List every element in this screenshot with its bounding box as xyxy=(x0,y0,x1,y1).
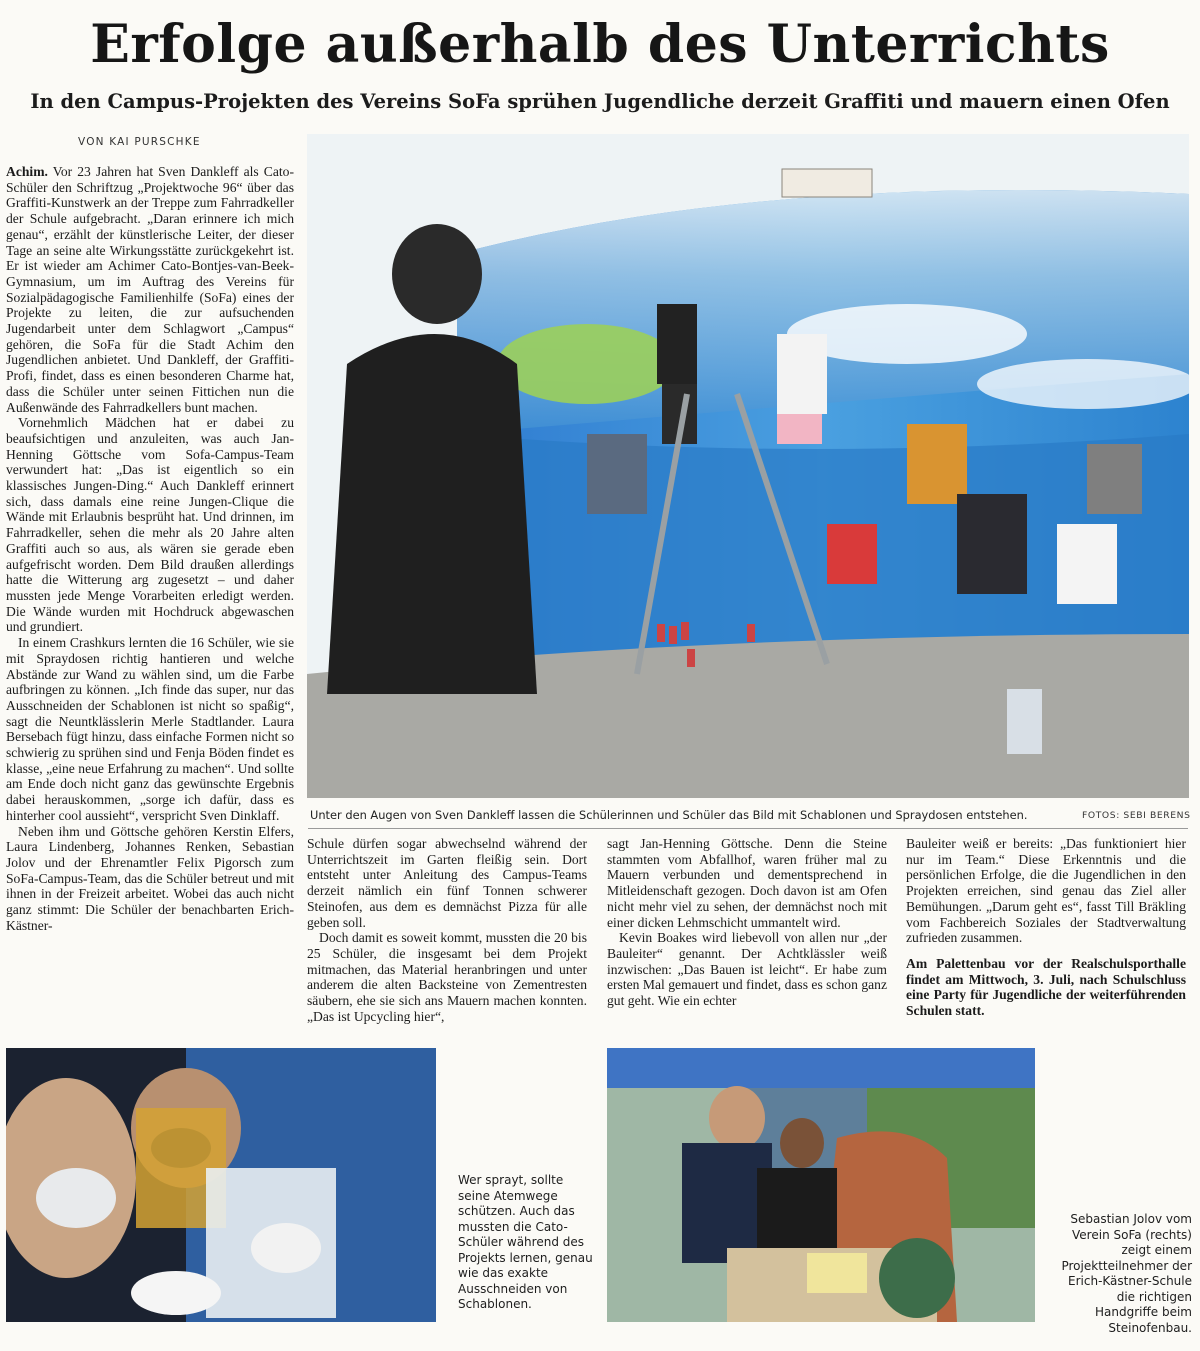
paragraph: Bauleiter weiß er bereits: „Das funktioniert hier nur im Team.“ Diese Erkenntnis und die persönlichen Erfolge, die die Jugendlichen in den Projekten erreichen, sind genau das Ziel aller Bemühungen. „Darum geht es“, fasst Till Bräkling vom Fachbereich Soziales der Stadtverwaltung zufrieden zusammen. xyxy=(906,836,1186,946)
subline: In den Campus-Projekten des Vereins SoFa sprühen Jugendliche derzeit Graffiti und mauern einen Ofen xyxy=(30,90,1170,113)
article-column-2 xyxy=(307,836,587,1024)
paragraph: Vornehmlich Mädchen hat er dabei zu beaufsichtigen und anzuleiten, was auch Jan-Henning Göttsche vom Sofa-Campus-Team verwundert hat: „Das ist eigentlich so ein klassisches Jungen-Ding.“ Auch Dankleff erinnert sich, dass damals eine reine Jungen-Clique die Wände mit Erlaubnis besprüht hat. Und drinnen, im Fahrradkeller, sehen die mehr als 20 Jahre alten Graffiti auch so aus, als wären sie gerade eben aufgefrischt worden. Dem Bild draußen allerdings hatte die Witterung arg zugesetzt – und daher mussten jede Menge Vorarbeiten erledigt werden. Die Wände wurden mit Hochdruck abgewaschen und grundiert. xyxy=(6,415,294,635)
paragraph: In einem Crashkurs lernten die 16 Schüler, wie sie mit Spraydosen richtig hantieren und welche Abstände zur Wand zu wählen sind, um die Farbe aufbringen zu können. „Ich finde das super, nur das Ausschneiden der Schablonen ist nicht so spaßig“, sagt die Neuntklässlerin Merle Stadtlander. Laura Bersebach fügt hinzu, dass einfache Formen nicht so schwierig zu sprühen sind und Fenja Böden findet es klasse, „eine neue Erfahrung zu machen“. Und sollte am Ende doch nicht ganz das gewünschte Ergebnis dabei herauskommen, „sorge ich dafür, dass es hinterher cool aussieht“, verspricht Sven Dinklaff. xyxy=(6,635,294,823)
caption-divider xyxy=(308,828,1188,829)
paragraph xyxy=(6,164,294,415)
headline: Erfolge außerhalb des Unterrichts xyxy=(90,14,1110,75)
article-column-3 xyxy=(607,836,887,1009)
paragraph: Schule dürfen sogar abwechselnd während der Unterrichtszeit im Garten fleißig sein. Dort entsteht unter Anleitung des Campus-Teams derzeit nämlich ein fünf Tonnen schwerer Steinofen, aus dem es demnächst Pizza für alle geben soll. xyxy=(307,836,587,930)
caption-oven-photo: Sebastian Jolov vom Verein SoFa (rechts) zeigt einem Projektteilnehmer der Erich-Kästner-Schule die richtigen Handgriffe beim Steinofenbau. xyxy=(1061,1212,1192,1335)
article-column-4 xyxy=(906,836,1186,1019)
paragraph: Neben ihm und Göttsche gehören Kerstin Elfers, Laura Lindenberg, Johannes Renken, Sebastian Jolov und der Ehrenamtler Felix Pigorsch zum SoFa-Campus-Team, das die Schüler betreut und mit ihnen in der Freizeit arbeitet. Wobei das auch nicht ganz stimmt: Die Schüler der benachbarten Erich-Kästner- xyxy=(6,823,294,933)
respirator-scene-illustration xyxy=(6,1048,436,1322)
oven-scene-illustration xyxy=(607,1048,1035,1322)
photo-stone-oven xyxy=(607,1048,1035,1322)
byline: VON KAI PURSCHKE xyxy=(78,136,201,148)
paragraph: Doch damit es soweit kommt, mussten die 20 bis 25 Schüler, die insgesamt bei dem Projekt mitmachen, das Material heranbringen und unter anderem die alten Backsteine von Zementresten säubern, ehe sie sich ans Mauern machen konnten. „Das ist Upcycling hier“, xyxy=(307,930,587,1024)
article-column-1 xyxy=(6,164,294,933)
caption-respirator-photo: Wer sprayt, sollte seine Atemwege schützen. Auch das mussten die Cato-Schüler während des Projekts lernen, genau wie das exakte Ausschneiden von Schablonen. xyxy=(458,1173,593,1311)
paragraph: Kevin Boakes wird liebevoll von allen nur „der Bauleiter“ genannt. Der Achtklässler weiß inzwischen: „Das Bauen ist leicht“. Er habe zum ersten Mal gemauert und findet, dass es schon ganz gut geht. Wie ein echter xyxy=(607,930,887,1009)
main-photo-graffiti xyxy=(307,134,1189,798)
graffiti-scene-illustration xyxy=(307,134,1189,798)
dateline: Achim. xyxy=(6,164,48,179)
paragraph: sagt Jan-Henning Göttsche. Denn die Steine stammten vom Abfallhof, waren früher mal zu Mauern verbunden und dementsprechend in Mitleidenschaft gezogen. Doch davon ist am Ofen nicht mehr viel zu sehen, der demnächst noch mit einer dicken Lehmschicht ummantelt wird. xyxy=(607,836,887,930)
event-notice: Am Palettenbau vor der Realschulsporthalle findet am Mittwoch, 3. Juli, nach Schulschluss eine Party für Jugendliche der weiterführenden Schulen statt. xyxy=(906,955,1186,1019)
photo-credit: FOTOS: SEBI BERENS xyxy=(1082,810,1191,821)
paragraph-text: Vor 23 Jahren hat Sven Dankleff als Cato-Schüler den Schriftzug „Projektwoche 96“ über das Graffiti-Kunstwerk an der Treppe zum Fahrradkeller der Schule aufgebracht. „Daran erinnere ich mich genau“, erzählt der künstlerische Leiter, der dieser Tage an seine alte Wirkungsstätte zurückgekehrt ist. Er ist wieder am Achimer Cato-Bontjes-van-Beek-Gymnasium, um im Auftrag des Vereins für Sozialpädagogische Familienhilfe (SoFa) eines der Projekte zu leiten, die zur aufsuchenden Jugendarbeit unter dem Schlagwort „Campus“ gehören, die SoFa für die Stadt Achim den Jugendlichen anbietet. Und Dankleff, der Graffiti-Profi, findet, dass es einen besonderen Charme hat, dass die Schüler unter seinen Fittichen nun die Außenwände des Fahrradkellers bunt machen. xyxy=(6,164,294,415)
main-photo-caption: Unter den Augen von Sven Dankleff lassen die Schülerinnen und Schüler das Bild mit Schablonen und Spraydosen entstehen. xyxy=(310,808,1028,822)
photo-respirator-masks xyxy=(6,1048,436,1322)
